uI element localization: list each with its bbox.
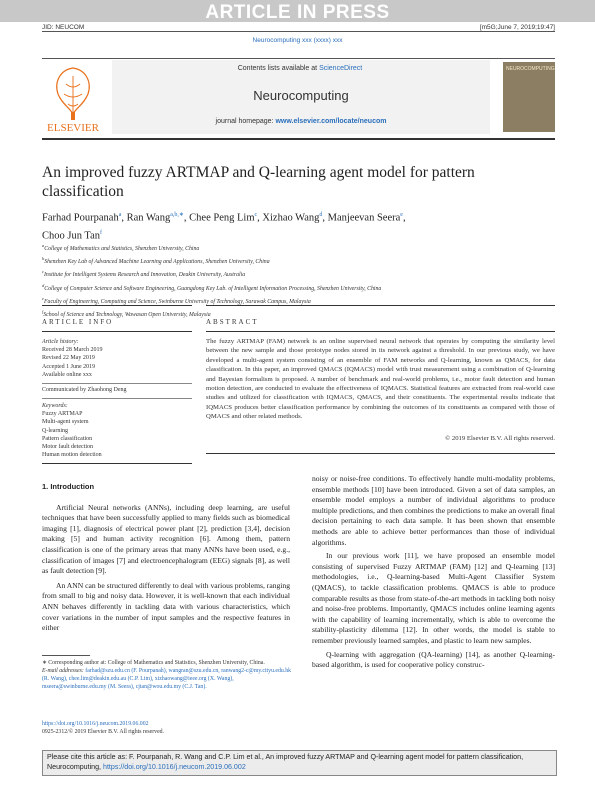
communicated-rule [42, 398, 192, 399]
cover-title: NEUROCOMPUTING [506, 66, 555, 72]
citation-body: Please cite this article as: F. Pourpanah, R. Wang and C.P. Lim et al., An improved fuzzy ARTMAP and Q-learning agent model for pattern classification, Neurocomputing, [47, 753, 524, 771]
issn-line: 0925-2312/© 2019 Elsevier B.V. All rights reserved. [42, 729, 164, 735]
author-sup[interactable]: d [319, 212, 323, 218]
history-rule [42, 383, 192, 384]
header-rule [42, 31, 555, 32]
paragraph: noisy or noise-free conditions. To effectively handle multi-modality problems, ensemble methods [10] have been introduced. Given a set of data samples, an ensemble model employs a number of individual algorithms to produce multiple predictions, and then combines the predictions to make an overall final decision pertaining to each data sample. It has been shown that ensemble methods are able to achieve better performances than those of individual algorithms. [312, 474, 555, 547]
history-item: Received 28 March 2019 [42, 347, 103, 354]
copyright: © 2019 Elsevier B.V. All rights reserved. [445, 435, 555, 442]
abstract-heading-rule [206, 331, 555, 332]
email-addresses[interactable]: farhad@szu.edu.cn (F. Pourpanah), wangran@szu.edu.cn, ranwang2-c@my.cityu.edu.hk (R. Wang), chee.lim@deakin.edu.au (C.P. Lim), xizhaowang@ieee.org (X. Wang), mseera@swinburne.edu.my (M. Seera), cjtan@wou.edu.my (C.J. Tan). [42, 668, 292, 690]
email-label: E-mail addresses: [42, 668, 86, 674]
affiliation-list [42, 241, 542, 320]
contents-line [120, 65, 480, 72]
abstract-heading: ABSTRACT [206, 318, 259, 326]
banner-text: ARTICLE IN PRESS [205, 2, 390, 23]
history-item: Accepted 1 June 2019 [42, 363, 96, 370]
keyword-item: Human motion detection [42, 452, 102, 459]
article-title: An improved fuzzy ARTMAP and Q-learning agent model for pattern classification [42, 164, 475, 200]
keywords [42, 402, 192, 459]
info-heading-rule [42, 331, 192, 332]
doi-link[interactable]: https://doi.org/10.1016/j.neucom.2019.06.002 [42, 721, 149, 727]
author-sup[interactable]: f [100, 229, 102, 236]
volume-link[interactable]: Neurocomputing xxx (xxxx) xxx [252, 37, 343, 44]
author-sup[interactable]: a [118, 212, 122, 218]
journal-cover-image [503, 62, 555, 132]
affiliation-item: $^f$School of Science and Technology, Wawasan Open University, Malaysia [42, 309, 211, 319]
homepage-prefix: journal homepage: [215, 118, 276, 125]
article-info-heading: ARTICLE INFO [42, 318, 114, 326]
author-name: Choo Jun Tan [42, 230, 100, 241]
article-history [42, 338, 192, 379]
sciencedirect-link[interactable]: ScienceDirect [319, 65, 363, 72]
affiliation-item: $^e$Faculty of Engineering, Computing and Science, Swinburne University of Technology, Sarawak Campus, Malaysia [42, 295, 311, 305]
keyword-item: Fuzzy ARTMAP [42, 411, 83, 418]
masthead-top-rule [42, 58, 555, 59]
doi-block [42, 720, 292, 736]
abstract-bottom-rule [206, 453, 555, 454]
footnote-rule [42, 655, 90, 656]
history-item: Revised 22 May 2019 [42, 355, 95, 362]
author-name: Chee Peng Lim [189, 212, 255, 224]
affiliation-item: $^d$College of Computer Science and Software Engineering, Guangdong Key Lab. of Intelligent Information Processing, Shenzhen University, China [42, 282, 382, 292]
author-name: Manjeevan Seera [327, 212, 401, 224]
homepage-line [112, 118, 490, 125]
author-name: Ran Wang [126, 212, 171, 224]
journal-name: Neurocomputing [253, 88, 349, 103]
contents-prefix: Contents lists available at [237, 65, 320, 72]
paragraph: Artificial Neural networks (ANNs), including deep learning, are useful techniques that have been successfully applied to many fields such as biomedical imaging [1], diagnosis of electrical power plant [2], prediction [3,4], decision making [5] and human activity recognition [6]. Among them, pattern classification is one of the primary areas that many ANNs have been used, e.g., classification of images [7] and electroencephalogram (EEG) signals [8], as well as fault detection [9]. [42, 502, 290, 576]
author-name: Xizhao Wang [262, 212, 320, 224]
body-column-left [42, 482, 290, 634]
body-column-right [312, 474, 555, 671]
info-top-rule [42, 305, 192, 306]
paragraph: Q-learning with aggregation (QA-learning) [14], as another Q-learning-based algorithm, is used for cooperative policy construc- [312, 649, 555, 670]
abstract-text: The fuzzy ARTMAP (FAM) network is an online supervised neural network that operates by computing the similarity level between the new sample and those prototype nodes stored in its network against a threshold. In our previous study, we have developed a multi-agent system consisting of an ensemble of FAM networks and Q-learning, known as QMACS, for data classification. In this paper, an improved QMACS (IQMACS) model with trust measurement using a combination of Q-learning and Bayesian formalism is proposed. A number of benchmark and real-world problems, i.e., motor fault detection and human motion detection, are conducted to evaluate the effectiveness of IQMACS. Statistical features are extracted from real-world case studies and utilized for classification with IQMACS, QMACS, and their constituents. The experimental results indicate that IQMACS produces better classification performance by combining the outcomes of its constituents as compared with those of QMACS and other related methods. [206, 338, 555, 421]
author-name: Farhad Pourpanah [42, 212, 119, 224]
article-ref: [m5G;June 7, 2019;19:47] [479, 24, 555, 31]
paragraph: In our previous work [11], we have proposed an ensemble model consisting of supervised Fuzzy ARTMAP (FAM) [12] and Q-learning [13] methodologies, i.e., Q-learning-based Multi-Agent Classifier System (QMACS), to tackle classification problems. QMACS is able to produce comparable results as those from state-of-the-art methods in tackling both noisy and noise-free problems. Importantly, QMACS includes online learning agents with the capability of learning incrementally, which is able to overcome the stability-plasticity dilemma [12]. In other words, the model is stable to remember previously learned samples, and plastic to learn new samples. [312, 551, 555, 645]
keyword-item: Pattern classification [42, 435, 93, 442]
section-heading: 1. Introduction [42, 482, 95, 491]
author-sup[interactable]: a,b,∗ [170, 212, 184, 218]
author-sup[interactable]: e [400, 212, 403, 218]
journal-id: JID: NEUCOM [42, 24, 85, 31]
abstract-top-rule [206, 305, 555, 306]
communicated-by: Communicated by Zhaohong Deng [42, 387, 127, 393]
author-list: Farhad Pourpanah$^a$, Ran Wang$^{a,b,∗}$, Chee Peng Lim$^c$, Xizhao Wang$^d$, Manjeevan Seera$^e$, Choo Jun Tan$^f$ [42, 212, 406, 241]
footnote [42, 659, 292, 691]
keywords-label: Keywords: [42, 403, 68, 409]
history-item: Available online xxx [42, 371, 92, 378]
elsevier-wordmark: ELSEVIER [47, 122, 99, 134]
keyword-item: Multi-agent system [42, 419, 89, 426]
history-label: Article history: [42, 339, 79, 345]
info-bottom-rule [42, 463, 192, 464]
author-sup[interactable]: c [254, 212, 258, 218]
affiliation-item: $^c$Institute for Intelligent Systems Research and Innovation, Deakin University, Australia [42, 269, 246, 279]
elsevier-logo[interactable] [42, 62, 104, 134]
citation-text [47, 753, 552, 772]
homepage-link[interactable]: www.elsevier.com/locate/neucom [275, 118, 387, 125]
keyword-item: Motor fault detection [42, 444, 93, 451]
masthead-bottom-rule [42, 138, 555, 140]
corresponding-author: ∗ Corresponding author at: College of Mathematics and Statistics, Shenzhen University, China. [42, 660, 265, 666]
affiliation-item: $^a$College of Mathematics and Statistics, Shenzhen University, China [42, 243, 200, 252]
citation-doi-link[interactable]: https://doi.org/10.1016/j.neucom.2019.06.002 [103, 762, 246, 771]
keyword-item: Q-learning [42, 427, 68, 434]
paragraph: An ANN can be structured differently to deal with various problems, ranging from small to big and noisy data. However, it is well-known that each individual ANN behaves differently in tackling data with various characteristics, which cover variations in the number of input samples and the respective features in either [42, 580, 290, 633]
affiliation-item: $^b$Shenzhen Key Lab of Advanced Machine Learning and Applications, Shenzhen University, China [42, 256, 270, 266]
